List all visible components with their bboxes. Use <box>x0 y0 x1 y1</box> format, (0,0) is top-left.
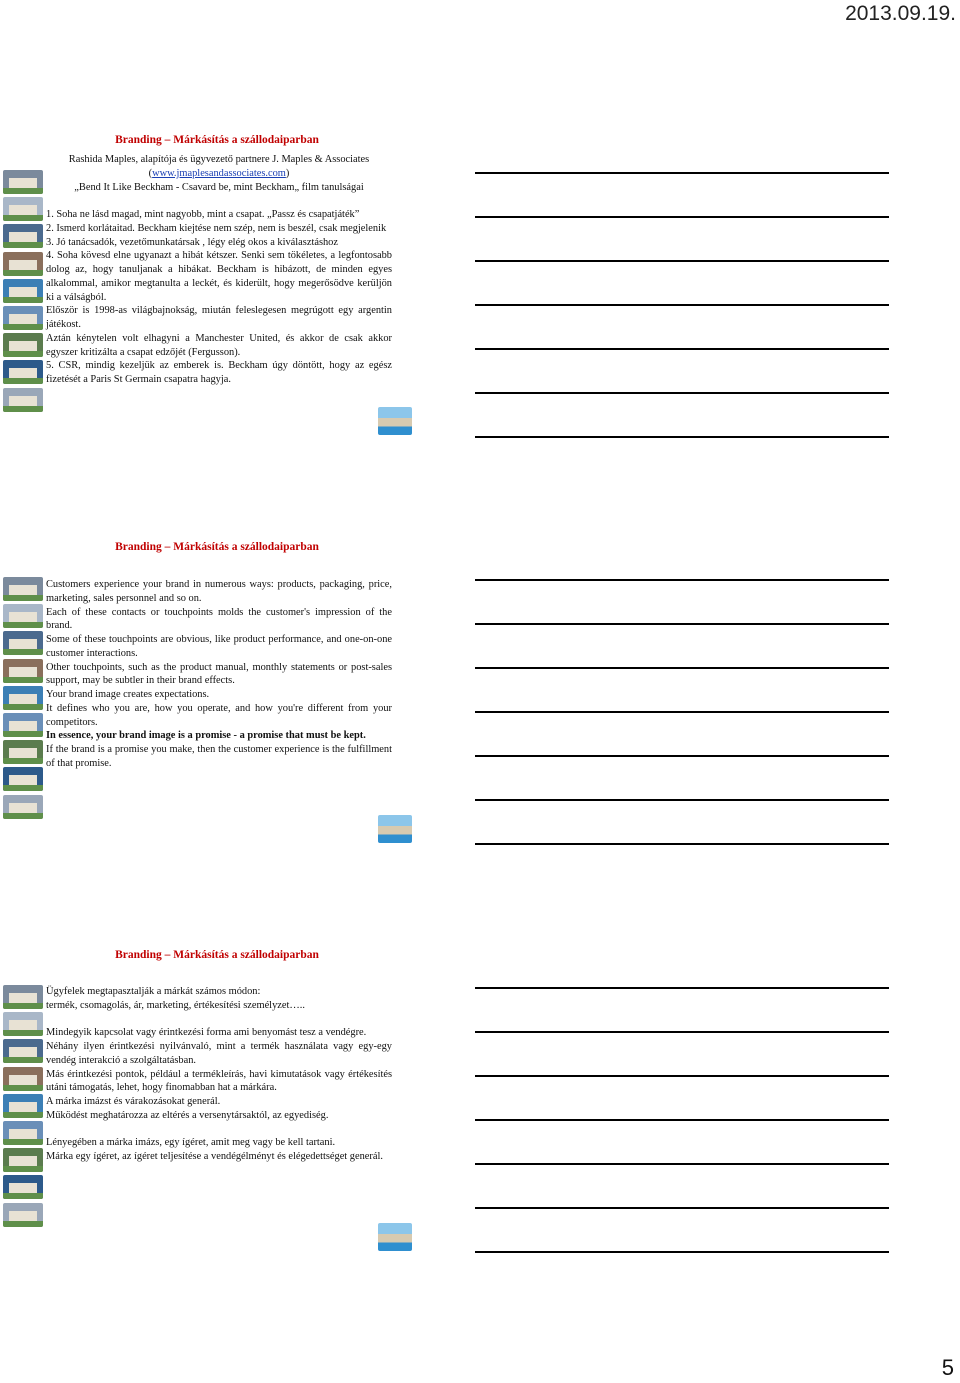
hotel-thumbnail <box>3 1203 43 1227</box>
hotel-thumbnail <box>3 659 43 683</box>
body-paragraph: Your brand image creates expectations. <box>46 689 210 700</box>
hotel-thumbnail <box>3 985 43 1009</box>
hotel-thumbnail <box>3 224 43 248</box>
body-paragraph: 1. Soha ne lásd magad, mint nagyobb, mint a csapat. „Passz és csapatjáték” <box>46 209 360 220</box>
hotel-thumbnail <box>3 1094 43 1118</box>
body-line: „Bend It Like Beckham - Csavard be, mint Beckham„ film tanulságai <box>74 181 364 193</box>
header-date: 2013.09.19. <box>845 2 956 25</box>
hotel-thumbnail <box>3 333 43 357</box>
hotel-thumbnail <box>3 1067 43 1091</box>
hotel-thumbnail <box>3 604 43 628</box>
body-paragraph: Márka egy ígéret, az ígéret teljesítése a vendégélményt és elégedettséget generál. <box>46 1151 383 1162</box>
slide-body <box>46 578 392 771</box>
thumbnail-strip <box>3 577 43 822</box>
body-paragraph: 2. Ismerd korlátaitad. Beckham kiejtése nem szép, nem is beszél, csak megjelenik <box>46 222 387 234</box>
body-line: Rashida Maples, alapítója és ügyvezető partnere J. Maples & Associates <box>68 154 370 165</box>
body-paragraph: Some of these touchpoints are obvious, like product performance, and one-on-one customer interactions. <box>46 634 392 659</box>
body-paragraph: Mindegyik kapcsolat vagy érintkezési forma ami benyomást tesz a vendégre. <box>46 1027 367 1039</box>
body-paragraph: Működést meghatározza az eltérés a versenytársaktól, az egyediség. <box>46 1109 329 1121</box>
hotel-thumbnail <box>3 686 43 710</box>
body-paragraph: Each of these contacts or touchpoints molds the customer's impression of the brand. <box>46 606 392 632</box>
slide-title: Branding – Márkásítás a szállodaiparban <box>115 541 319 553</box>
body-paragraph: Customers experience your brand in numerous ways: products, packaging, price, marketing, sales personnel and so on. <box>46 579 392 604</box>
hotel-thumbnail <box>3 360 43 384</box>
body-paragraph: A márka imázst és várakozásokat generál. <box>46 1096 221 1107</box>
hotel-thumbnail <box>3 713 43 737</box>
hotel-thumbnail <box>3 252 43 276</box>
body-paragraph: Ügyfelek megtapasztalják a márkát számos módon: <box>46 986 261 997</box>
slide-body <box>46 985 392 1164</box>
body-paragraph: It defines who you are, how you operate, and how you're different from your competitors. <box>46 702 392 728</box>
hotel-thumbnail <box>3 1175 43 1199</box>
body-paragraph: Aztán kénytelen volt elhagyni a Manchester United, és akkor de csak akkor egyszer kritizálta a csapat edzőjét (Fergusson). <box>46 332 392 358</box>
body-paragraph: Más érintkezési pontok, például a termékleírás, havi kimutatások vagy értékesítés utáni támogatás, lehet, hogy finomabban hat a márkára. <box>46 1068 392 1094</box>
hotel-thumbnail <box>3 197 43 221</box>
body-paragraph: Néhány ilyen érintkezési nyilvánvaló, mint a termék használata vagy egy-egy vendég interakció a szolgáltatásban. <box>46 1041 392 1066</box>
hotel-thumbnail <box>3 631 43 655</box>
body-paragraph-bold: In essence, your brand image is a promise - a promise that must be kept. <box>46 730 366 742</box>
hotel-thumbnail <box>3 1148 43 1172</box>
hotel-logo-image <box>378 407 412 435</box>
hotel-thumbnail <box>3 577 43 601</box>
body-paragraph: 5. CSR, mindig kezeljük az emberek is. Beckham úgy döntött, hogy az egész fizetését a Paris St Germain csapatra hagyja. <box>46 360 392 385</box>
hotel-logo-image <box>378 1223 412 1251</box>
body-paragraph: 4. Soha kövesd elne ugyanazt a hibát kétszer. Senki sem tökéletes, a legfontosabb dolog az, hogy tanuljanak a hibákat. Beckham is hibázott, de minden egyes alkalommal, amikor megtanulta a leckét, és kiderült, hogy megerősödve kerüljön ki a válságból. <box>46 250 392 303</box>
body-paragraph: Other touchpoints, such as the product manual, monthly statements or post-sales support, may be subtler in their brand effects. <box>46 661 392 687</box>
hotel-logo-image <box>378 815 412 843</box>
body-paragraph: termék, csomagolás, ár, marketing, értékesítési személyzet….. <box>46 999 305 1011</box>
body-line-link: (www.jmaplesandassociates.com) <box>148 167 290 179</box>
hotel-thumbnail <box>3 795 43 819</box>
hotel-thumbnail <box>3 279 43 303</box>
website-link[interactable]: www.jmaplesandassociates.com <box>152 167 286 179</box>
hotel-thumbnail <box>3 388 43 412</box>
slide-title: Branding – Márkásítás a szállodaiparban <box>115 134 319 146</box>
slide-body <box>46 153 392 387</box>
body-paragraph: Először is 1998-as világbajnokság, miután feleslegesen megrúgott egy argentin játékost. <box>46 305 392 330</box>
hotel-thumbnail <box>3 306 43 330</box>
slide-title: Branding – Márkásítás a szállodaiparban <box>115 949 319 961</box>
body-paragraph: Lényegében a márka imázs, egy ígéret, amit meg vagy be kell tartani. <box>46 1137 336 1149</box>
hotel-thumbnail <box>3 740 43 764</box>
hotel-thumbnail <box>3 1012 43 1036</box>
hotel-thumbnail <box>3 767 43 791</box>
thumbnail-strip <box>3 170 43 415</box>
hotel-thumbnail <box>3 1121 43 1145</box>
hotel-thumbnail <box>3 1039 43 1063</box>
body-paragraph: If the brand is a promise you make, then the customer experience is the fulfillment of that promise. <box>46 744 392 769</box>
page-number: 5 <box>941 1355 954 1380</box>
hotel-thumbnail <box>3 170 43 194</box>
thumbnail-strip <box>3 985 43 1230</box>
body-paragraph: 3. Jó tanácsadók, vezetőmunkatársak , légy elég okos a kiválasztáshoz <box>46 236 338 248</box>
